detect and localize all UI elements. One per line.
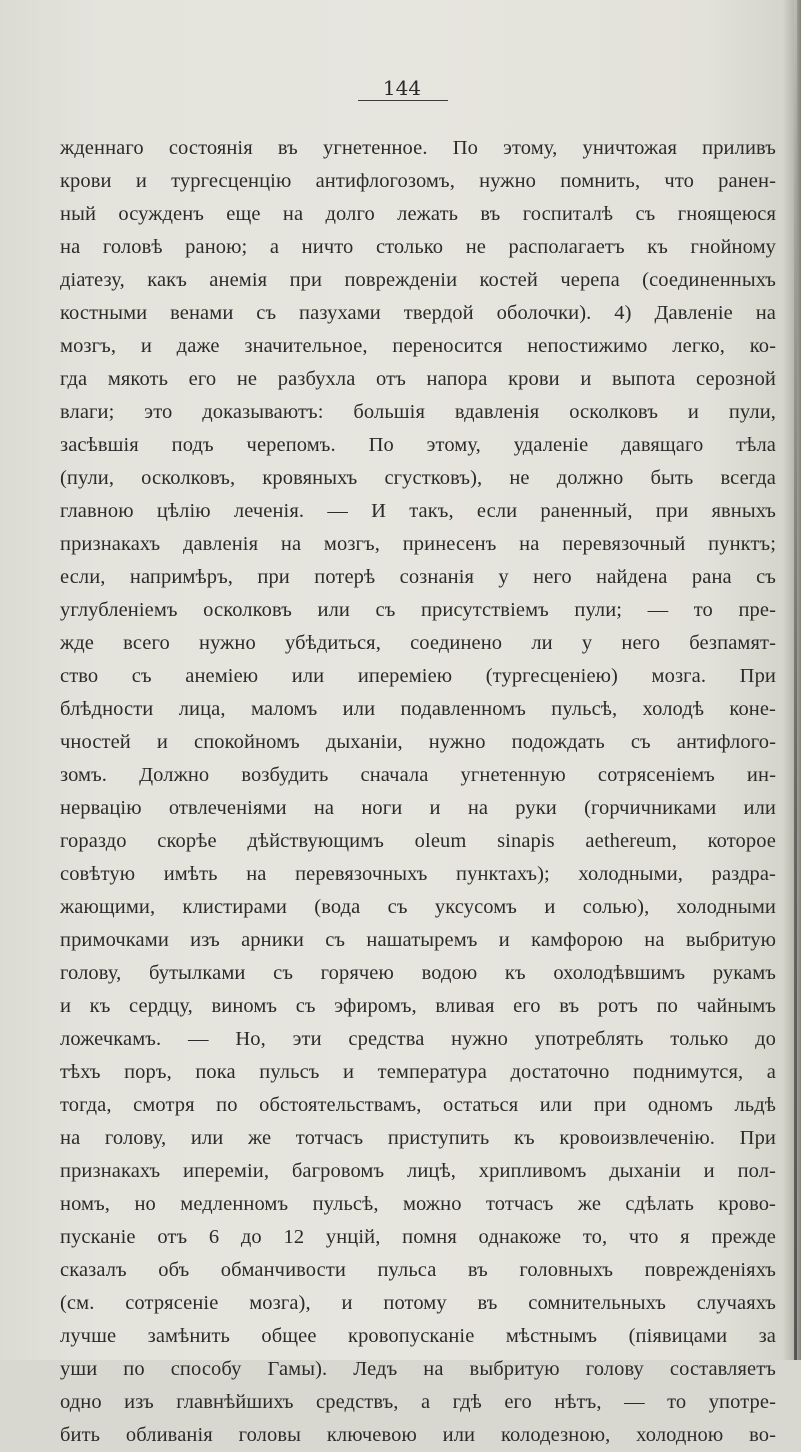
text-line: примочками изъ арники съ нашатыремъ и камфорою на выбритую (60, 929, 776, 951)
text-line: (пули, осколковъ, кровяныхъ сгустковъ), не должно быть всегда (60, 467, 776, 489)
text-line: жде всего нужно убѣдиться, соединено ли у него безпамят- (60, 632, 776, 654)
text-line: признакахъ иперемiи, багровомъ лицѣ, хрипливомъ дыханіи и пол- (60, 1160, 776, 1182)
text-line: зомъ. Должно возбудить сначала угнетенную сотрясеніемъ ин- (60, 764, 776, 786)
text-line: одно изъ главнѣйшихъ средствъ, а гдѣ его нѣтъ, — то употре- (60, 1391, 776, 1413)
text-line: мозгъ, и даже значительное, переносится непостижимо легко, ко- (60, 335, 776, 357)
text-line: признакахъ давленія на мозгъ, принесенъ на перевязочный пунктъ; (60, 533, 776, 555)
text-line: чностей и спокойномъ дыханіи, нужно подождать съ антифлого- (60, 731, 776, 753)
text-line: тогда, смотря по обстоятельствамъ, остаться или при одномъ льдѣ (60, 1094, 776, 1116)
text-line: крови и тургесценцію антифлогозомъ, нужно помнить, что ранен- (60, 170, 776, 192)
text-line: тѣхъ поръ, пока пульсъ и температура достаточно поднимутся, а (60, 1061, 776, 1083)
text-line: діатезу, какъ анемія при поврежденіи костей черепа (соединенныхъ (60, 269, 776, 291)
text-line: сказалъ объ обманчивости пульса въ головныхъ поврежденіяхъ (60, 1259, 776, 1281)
text-line: голову, бутылками съ горячею водою къ охолодѣвшимъ рукамъ (60, 962, 776, 984)
text-line: пусканіе отъ 6 до 12 унцій, помня однакоже то, что я прежде (60, 1226, 776, 1248)
text-line: засѣвшія подъ черепомъ. По этому, удаленіе давящаго тѣла (60, 434, 776, 456)
text-line: главною цѣлію леченія. — И такъ, если раненный, при явныхъ (60, 500, 776, 522)
text-line: совѣтую имѣть на перевязочныхъ пунктахъ); холодными, раздра- (60, 863, 776, 885)
text-line: углубленіемъ осколковъ или съ присутствіемъ пули; — то пре- (60, 599, 776, 621)
text-line: влаги; это доказываютъ: большія вдавленія осколковъ и пули, (60, 401, 776, 423)
text-line: жающими, клистирами (вода съ уксусомъ и солью), холодными (60, 896, 776, 918)
text-line: жденнаго состоянія въ угнетенное. По этому, уничтожая приливъ (60, 137, 776, 159)
text-line: если, напримѣръ, при потерѣ сознанія у него найдена рана съ (60, 566, 776, 588)
text-line: на головѣ раною; а ничто столько не располагаетъ къ гнойному (60, 236, 776, 258)
text-line: на голову, или же тотчасъ приступить къ кровоизвлеченію. При (60, 1127, 776, 1149)
text-line: гда мякоть его не разбухла отъ напора крови и выпота серозной (60, 368, 776, 390)
page-edge-line (794, 0, 797, 1360)
text-line: ный осужденъ еще на долго лежать въ госпиталѣ съ гноящеюся (60, 203, 776, 225)
text-line: нервацію отвлеченіями на ноги и на руки (горчичниками или (60, 797, 776, 819)
text-line: костными венами съ пазухами твердой оболочки). 4) Давленіе на (60, 302, 776, 324)
text-line: гораздо скорѣе дѣйствующимъ oleum sinapis aetherеum, которое (60, 830, 776, 852)
text-line: бить обливанія головы ключевою или колодезною, холодною во- (60, 1424, 776, 1446)
body-text (60, 132, 776, 1452)
text-line: (см. сотрясеніе мозга), и потому въ сомнительныхъ случаяхъ (60, 1292, 776, 1314)
text-line: блѣдности лица, маломъ или подавленномъ пульсѣ, холодѣ коне- (60, 698, 776, 720)
page-number: 144 (382, 76, 422, 100)
text-line: уши по способу Гамы). Ледъ на выбритую голову составляетъ (60, 1358, 776, 1380)
text-line: лучше замѣнить общее кровопусканіе мѣстнымъ (піявицами за (60, 1325, 776, 1347)
text-line: номъ, но медленномъ пульсѣ, можно тотчасъ же сдѣлать крово- (60, 1193, 776, 1215)
page-number-underline (358, 100, 448, 101)
text-line: ложечкамъ. — Но, эти средства нужно употреблять только до (60, 1028, 776, 1050)
page-edge-shadow (783, 0, 801, 1360)
text-line: и къ сердцу, виномъ съ эфиромъ, вливая его въ ротъ по чайнымъ (60, 995, 776, 1017)
text-line: ство съ анеміею или иперемiею (тургесценіею) мозга. При (60, 665, 776, 687)
